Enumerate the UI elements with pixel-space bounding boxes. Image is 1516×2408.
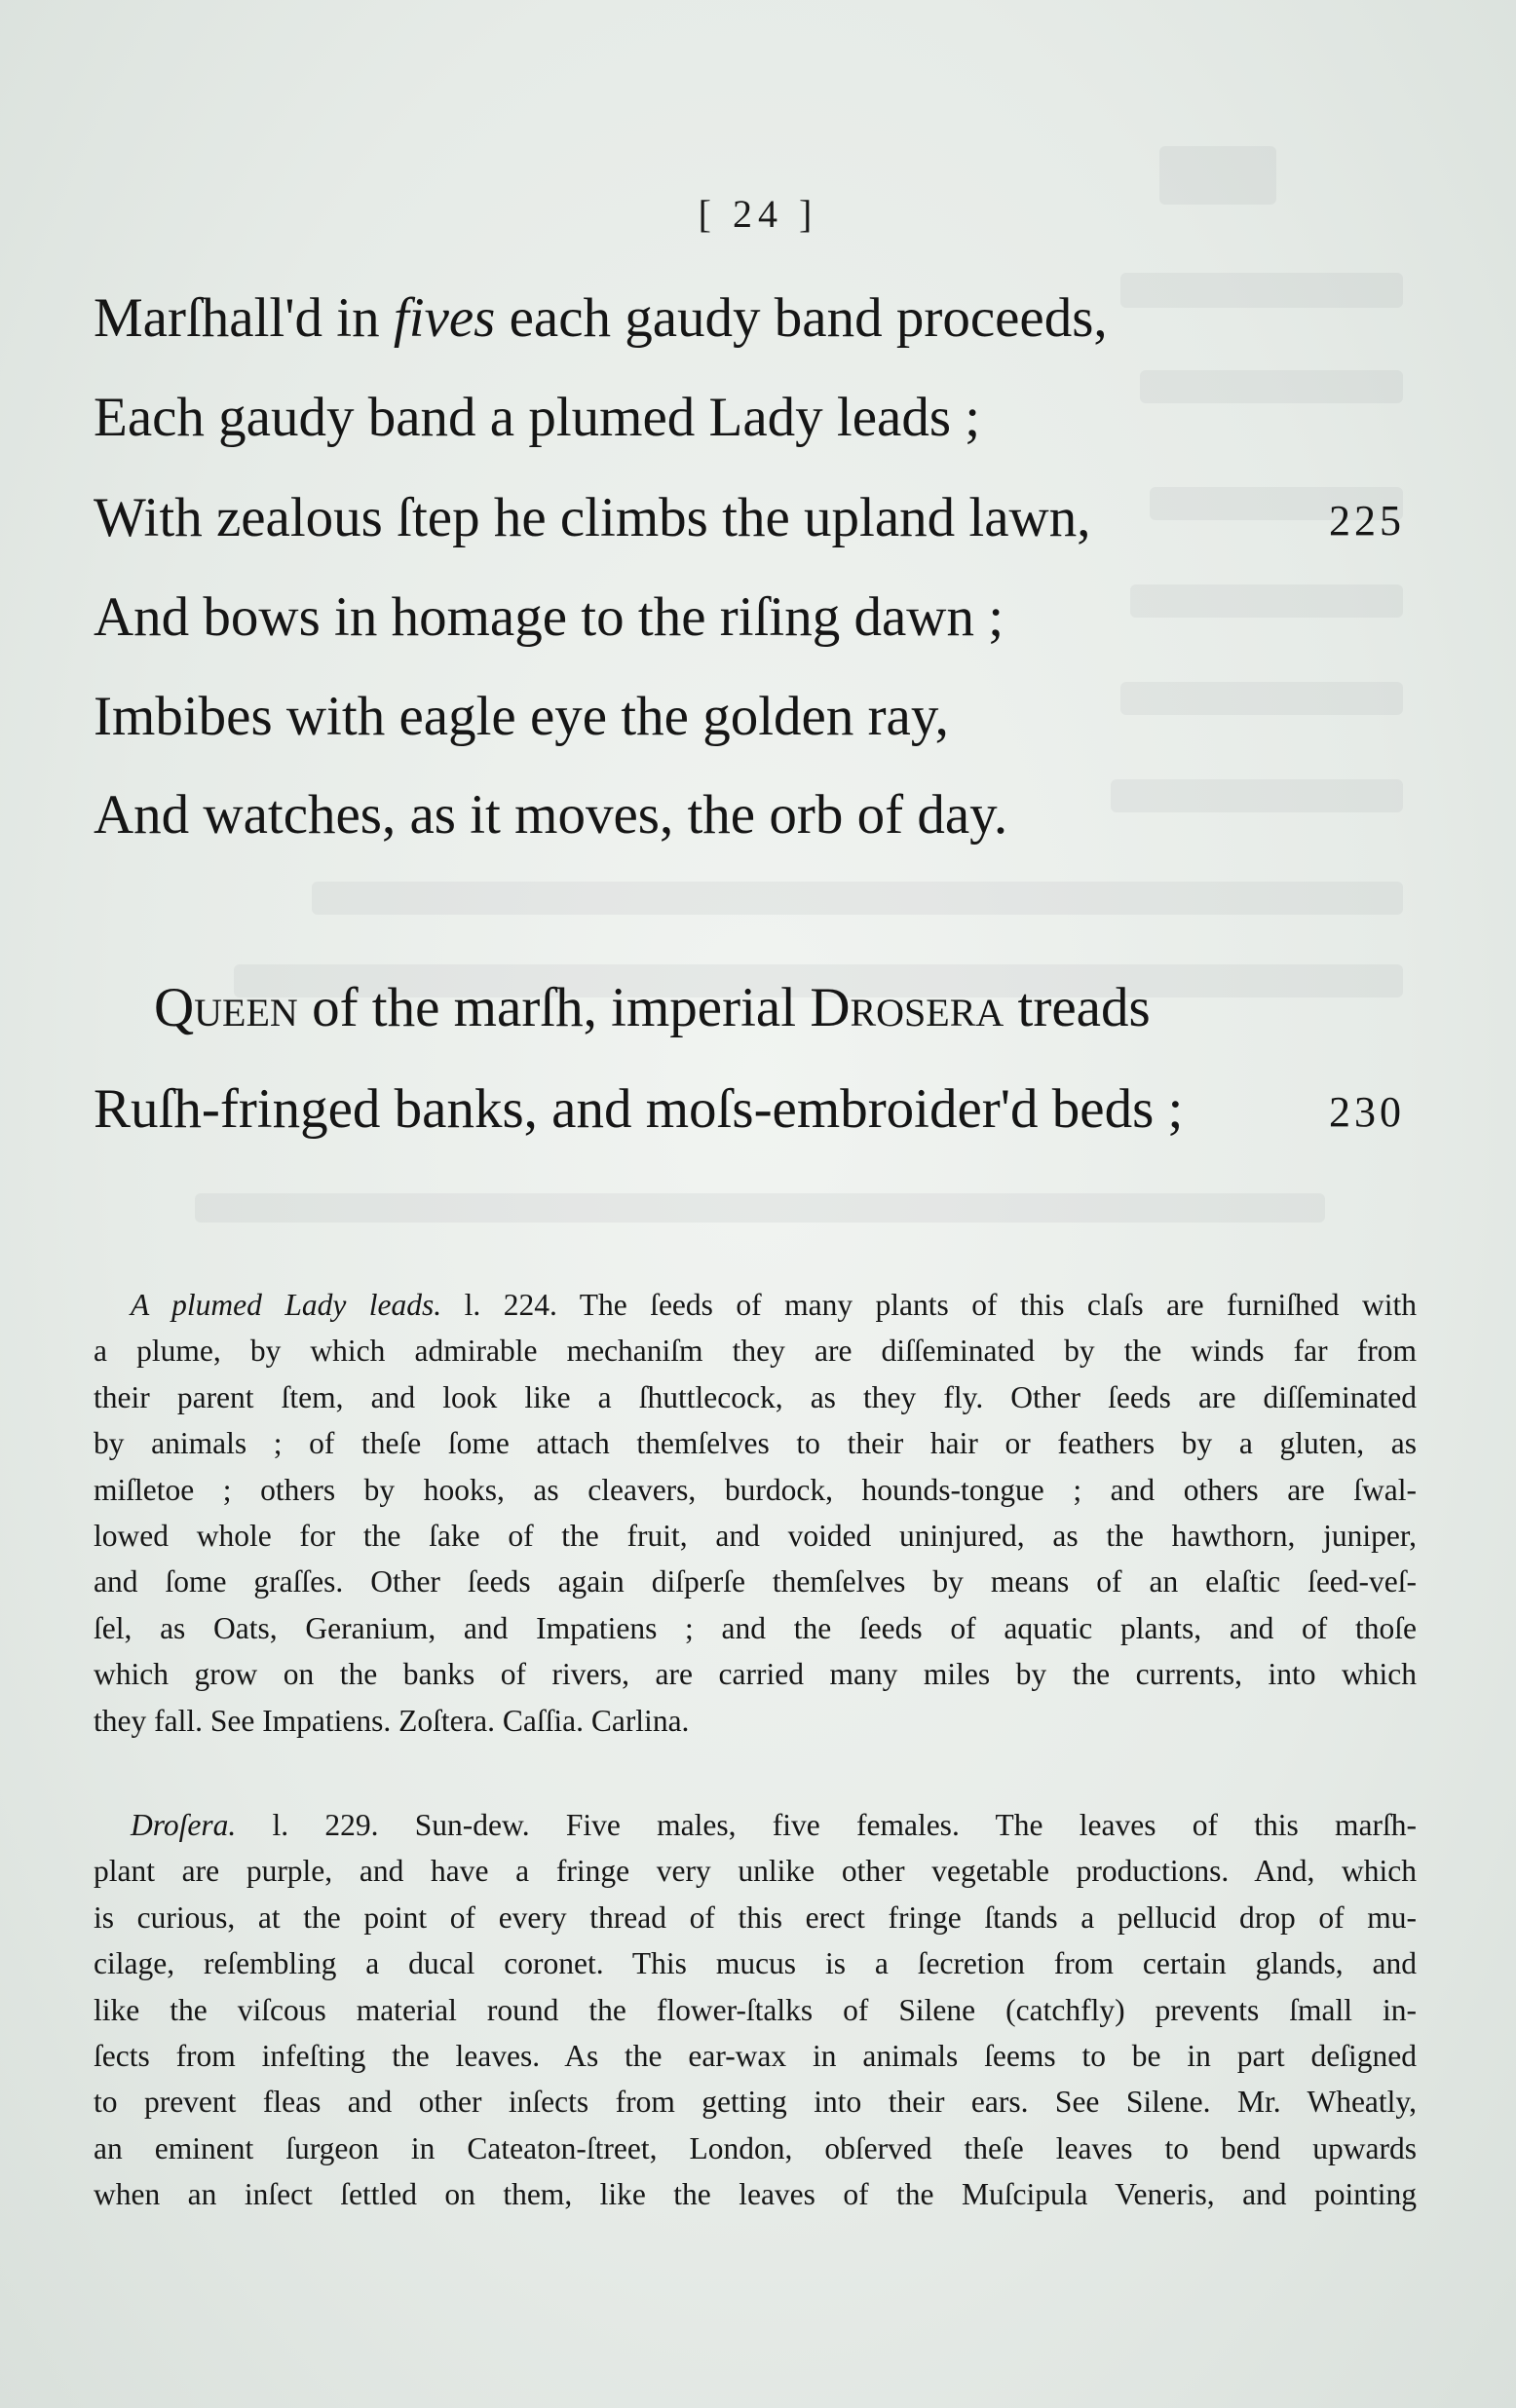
footnote-line: ſel, as Oats, Geranium, and Impatiens ; and the ſeeds of aquatic plants, and of thoſe [94,1610,1417,1645]
verse-line-6: And watches, as it moves, the orb of day. [94,784,1008,846]
verse-line-3: With zealous ſtep he climbs the upland lawn, [94,487,1091,548]
verse-small-caps: Queen [154,977,298,1038]
footnote-line: their parent ſtem, and look like a ſhuttlecock, as they fly. Other ſeeds are diſſeminated [94,1379,1417,1414]
footnote-lemma: Droſera. [131,1808,237,1842]
footnote-line: a plume, by which admirable mechaniſm they are diſſeminated by the winds far from [94,1334,1417,1369]
footnote-line: when an inſect ſettled on them, like the leaves of the Muſcipula Veneris, and pointing [94,2177,1417,2212]
footnote-line [94,1802,1417,1848]
footnote-line: an eminent ſurgeon in Cateaton-ſtreet, London, obſerved theſe leaves to bend upwards [94,2130,1417,2165]
footnote-line: plant are purple, and have a fringe very unlike other vegetable productions. And, which [94,1854,1417,1889]
line-number: 230 [1329,1088,1405,1136]
footnote-line: is curious, at the point of every thread of this erect fringe ſtands a pellucid drop of mu- [94,1900,1417,1935]
footnote-line: lowed whole for the ſake of the fruit, and voided uninjured, as the hawthorn, juniper, [94,1518,1417,1553]
verse-line-8: Ruſh-fringed banks, and moſs-embroider'd beds ; [94,1078,1184,1140]
footnote-text: l. 229. Sun-dew. Five males, five females. The leaves of this marſh- [236,1808,1417,1842]
line-number: 225 [1329,497,1405,545]
footnote-text: l. 224. The ſeeds of many plants of this claſs are furniſhed with [441,1288,1417,1322]
verse-line-7 [154,974,1471,1042]
footnote-line: by animals ; of theſe ſome attach themſelves to their hair or feathers by a gluten, as [94,1426,1417,1461]
footnote-line: cilage, reſembling a ducal coronet. This mucus is a ſecretion from certain glands, and [94,1946,1417,1981]
footnote-line: which grow on the banks of rivers, are carried many miles by the currents, into which [94,1657,1417,1692]
footnote-plumed-lady [94,1282,1417,1744]
footnote-line: and ſome graſſes. Other ſeeds again diſperſe themſelves by means of an elaſtic ſeed-veſ- [94,1564,1417,1599]
verse-line-5: Imbibes with eagle eye the golden ray, [94,686,949,747]
verse-line-1 [94,284,1411,353]
footnote-line: ſects from infeſting the leaves. As the ear-wax in animals ſeems to be in part deſigned [94,2038,1417,2073]
footnote-line: to prevent fleas and other inſects from getting into their ears. See Silene. Mr. Wheatly, [94,2085,1417,2120]
verse-text: of the marſh, imperial [297,977,811,1038]
verse-emphasis: fives [393,287,496,349]
footnote-drosera [94,1802,1417,2218]
footnote-line: like the viſcous material round the flower-ſtalks of Silene (catchfly) prevents ſmall in- [94,1992,1417,2027]
footnote-line: miſletoe ; others by hooks, as cleavers, burdock, hounds-tongue ; and others are ſwal- [94,1472,1417,1507]
footnote-line [94,1282,1417,1328]
verse-line-4: And bows in homage to the riſing dawn ; [94,586,1004,648]
verse-text: treads [1004,977,1151,1038]
page-number: [ 24 ] [698,192,818,236]
footnote-lemma: A plumed Lady leads. [131,1288,442,1322]
verse-line-2: Each gaudy band a plumed Lady leads ; [94,387,981,448]
verse-small-caps: Drosera [810,977,1004,1038]
footnote-line: they fall. See Impatiens. Zoſtera. Caſſia. Carlina. [94,1703,690,1738]
verse-text: each gaudy band proceeds, [495,287,1108,349]
verse-text: Marſhall'd in [94,287,394,349]
